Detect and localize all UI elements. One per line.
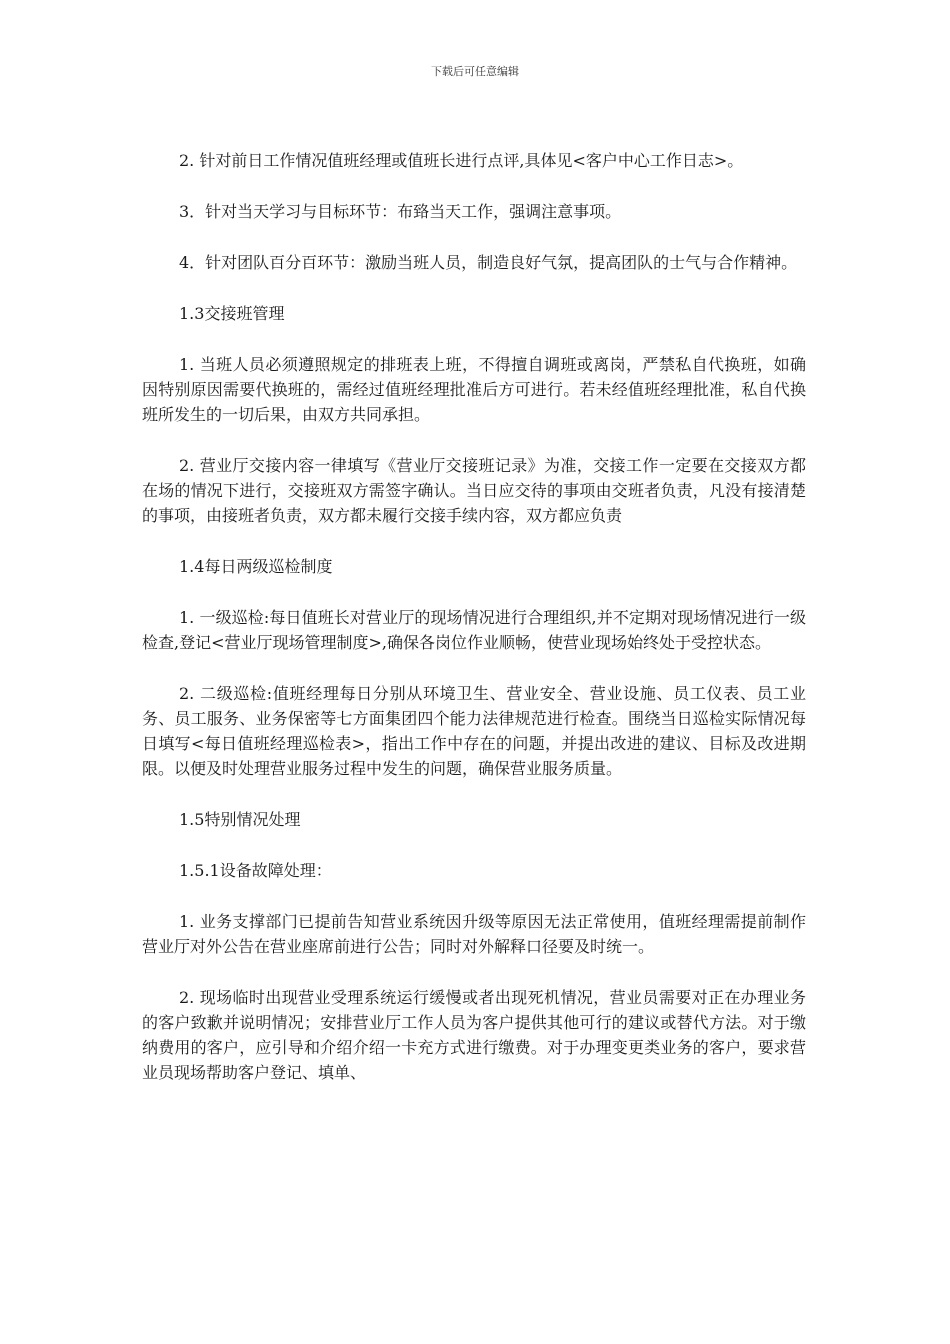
- section-heading: 1.3交接班管理: [179, 304, 285, 323]
- paragraph: 2. 营业厅交接内容一律填写《营业厅交接班记录》为准，交接工作一定要在交接双方都在场的情况下进行，交接班双方需签字确认。当日应交待的事项由交班者负责，凡没有接清楚的事项，由接班者负责，双方都未履行交接手续内容，双方都应负责: [142, 456, 806, 525]
- subsection-heading: 1.5.1设备故障处理：: [179, 861, 332, 880]
- section-heading: 1.4每日两级巡检制度: [179, 557, 333, 576]
- section-heading: 1.5特别情况处理: [179, 810, 301, 829]
- paragraph: 3．针对当天学习与目标环节：布臵当天工作，强调注意事项。: [179, 202, 622, 221]
- paragraph: 2. 现场临时出现营业受理系统运行缓慢或者出现死机情况，营业员需要对正在办理业务的客户致歉并说明情况；安排营业厅工作人员为客户提供其他可行的建议或替代方法。对于缴纳费用的客户，应引导和介绍介绍一卡充方式进行缴费。对于办理变更类业务的客户，要求营业员现场帮助客户登记、填单、: [142, 988, 806, 1082]
- paragraph: 2. 针对前日工作情况值班经理或值班长进行点评,具体见<客户中心工作日志>。: [179, 151, 744, 170]
- header-note: 下载后可任意编辑: [431, 65, 519, 78]
- paragraph: 4．针对团队百分百环节：激励当班人员，制造良好气氛，提高团队的士气与合作精神。: [179, 253, 798, 272]
- paragraph: 1. 当班人员必须遵照规定的排班表上班，不得擅自调班或离岗，严禁私自代换班，如确因特别原因需要代换班的，需经过值班经理批准后方可进行。若未经值班经理批准，私自代换班所发生的一切后果，由双方共同承担。: [142, 355, 806, 424]
- paragraph: 1. 一级巡检:每日值班长对营业厅的现场情况进行合理组织,并不定期对现场情况进行一级检查,登记<营业厅现场管理制度>,确保各岗位作业顺畅，使营业现场始终处于受控状态。: [142, 608, 806, 652]
- document-body: [142, 148, 806, 1111]
- paragraph: 2. 二级巡检:值班经理每日分别从环境卫生、营业安全、营业设施、员工仪表、员工业务、员工服务、业务保密等七方面集团四个能力法律规范进行检查。围绕当日巡检实际情况每日填写<每日值班经理巡检表>，指出工作中存在的问题，并提出改进的建议、目标及改进期限。以便及时处理营业服务过程中发生的问题，确保营业服务质量。: [142, 684, 806, 778]
- paragraph: 1. 业务支撑部门已提前告知营业系统因升级等原因无法正常使用，值班经理需提前制作营业厅对外公告在营业座席前进行公告；同时对外解释口径要及时统一。: [142, 912, 806, 956]
